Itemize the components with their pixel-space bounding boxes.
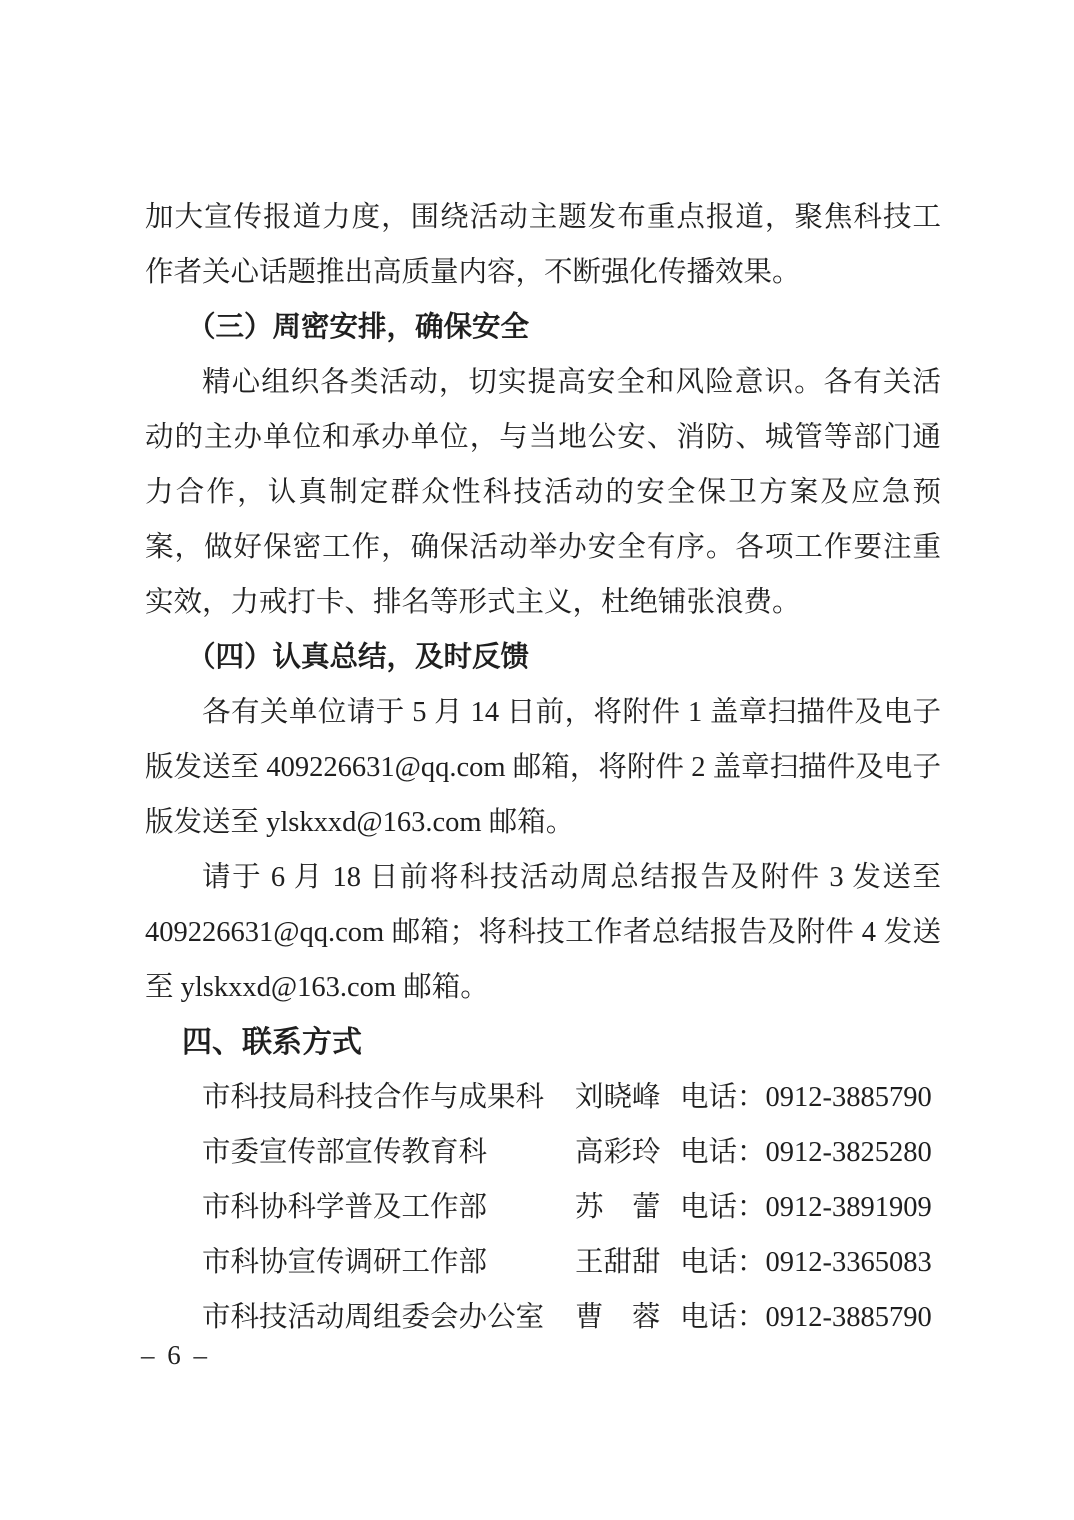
contact-org: 市委宣传部宣传教育科 <box>202 1137 488 1168</box>
continuation-paragraph: 加大宣传报道力度，围绕活动主题发布重点报道，聚焦科技工作者关心话题推出高质量内容，不断强化传播效果。 <box>145 202 941 288</box>
contact-phone-label: 电话： <box>680 1247 766 1278</box>
document-body <box>145 190 941 1345</box>
section-4-paragraph-2: 请于 6 月 18 日前将科技活动周总结报告及附件 3 发送至 409226631@qq.com 邮箱；将科技工作者总结报告及附件 4 发送至 ylskxxd@163.com 邮箱。 <box>145 862 941 1003</box>
contact-org: 市科协宣传调研工作部 <box>202 1247 488 1278</box>
contact-phone-label: 电话： <box>680 1302 766 1333</box>
contact-org: 市科技活动周组委会办公室 <box>202 1302 545 1333</box>
contact-phone: 0912-3365083 <box>765 1247 932 1278</box>
section-4-paragraph-1: 各有关单位请于 5 月 14 日前，将附件 1 盖章扫描件及电子版发送至 409226631@qq.com 邮箱，将附件 2 盖章扫描件及电子版发送至 ylskxxd@163.com 邮箱。 <box>145 697 941 838</box>
contact-phone: 0912-3825280 <box>765 1137 932 1168</box>
contact-section-heading: 四、联系方式 <box>182 1026 362 1059</box>
contact-person-name: 曹 蓉 <box>575 1302 661 1333</box>
contact-phone-label: 电话： <box>680 1137 766 1168</box>
contact-person-name: 刘晓峰 <box>575 1082 661 1113</box>
contact-row <box>145 1235 941 1290</box>
section-3-heading: （三）周密安排，确保安全 <box>187 312 530 343</box>
section-4-heading: （四）认真总结，及时反馈 <box>187 642 530 673</box>
contact-row <box>145 1180 941 1235</box>
contact-org: 市科协科学普及工作部 <box>202 1192 488 1223</box>
contact-phone: 0912-3885790 <box>765 1082 932 1113</box>
contact-org: 市科技局科技合作与成果科 <box>202 1082 545 1113</box>
contact-phone-label: 电话： <box>680 1192 766 1223</box>
contact-row <box>145 1290 941 1345</box>
contact-phone-label: 电话： <box>680 1082 766 1113</box>
contact-phone: 0912-3885790 <box>765 1302 932 1333</box>
page-number: – 6 – <box>141 1340 210 1370</box>
section-3-paragraph: 精心组织各类活动，切实提高安全和风险意识。各有关活动的主办单位和承办单位，与当地公安、消防、城管等部门通力合作，认真制定群众性科技活动的安全保卫方案及应急预案，做好保密工作，确保活动举办安全有序。各项工作要注重实效，力戒打卡、排名等形式主义，杜绝铺张浪费。 <box>145 367 941 618</box>
contact-phone: 0912-3891909 <box>765 1192 932 1223</box>
contact-row <box>145 1070 941 1125</box>
contact-person-name: 苏 蕾 <box>575 1192 661 1223</box>
contact-person-name: 高彩玲 <box>575 1137 661 1168</box>
contact-person-name: 王甜甜 <box>575 1247 661 1278</box>
contact-row <box>145 1125 941 1180</box>
